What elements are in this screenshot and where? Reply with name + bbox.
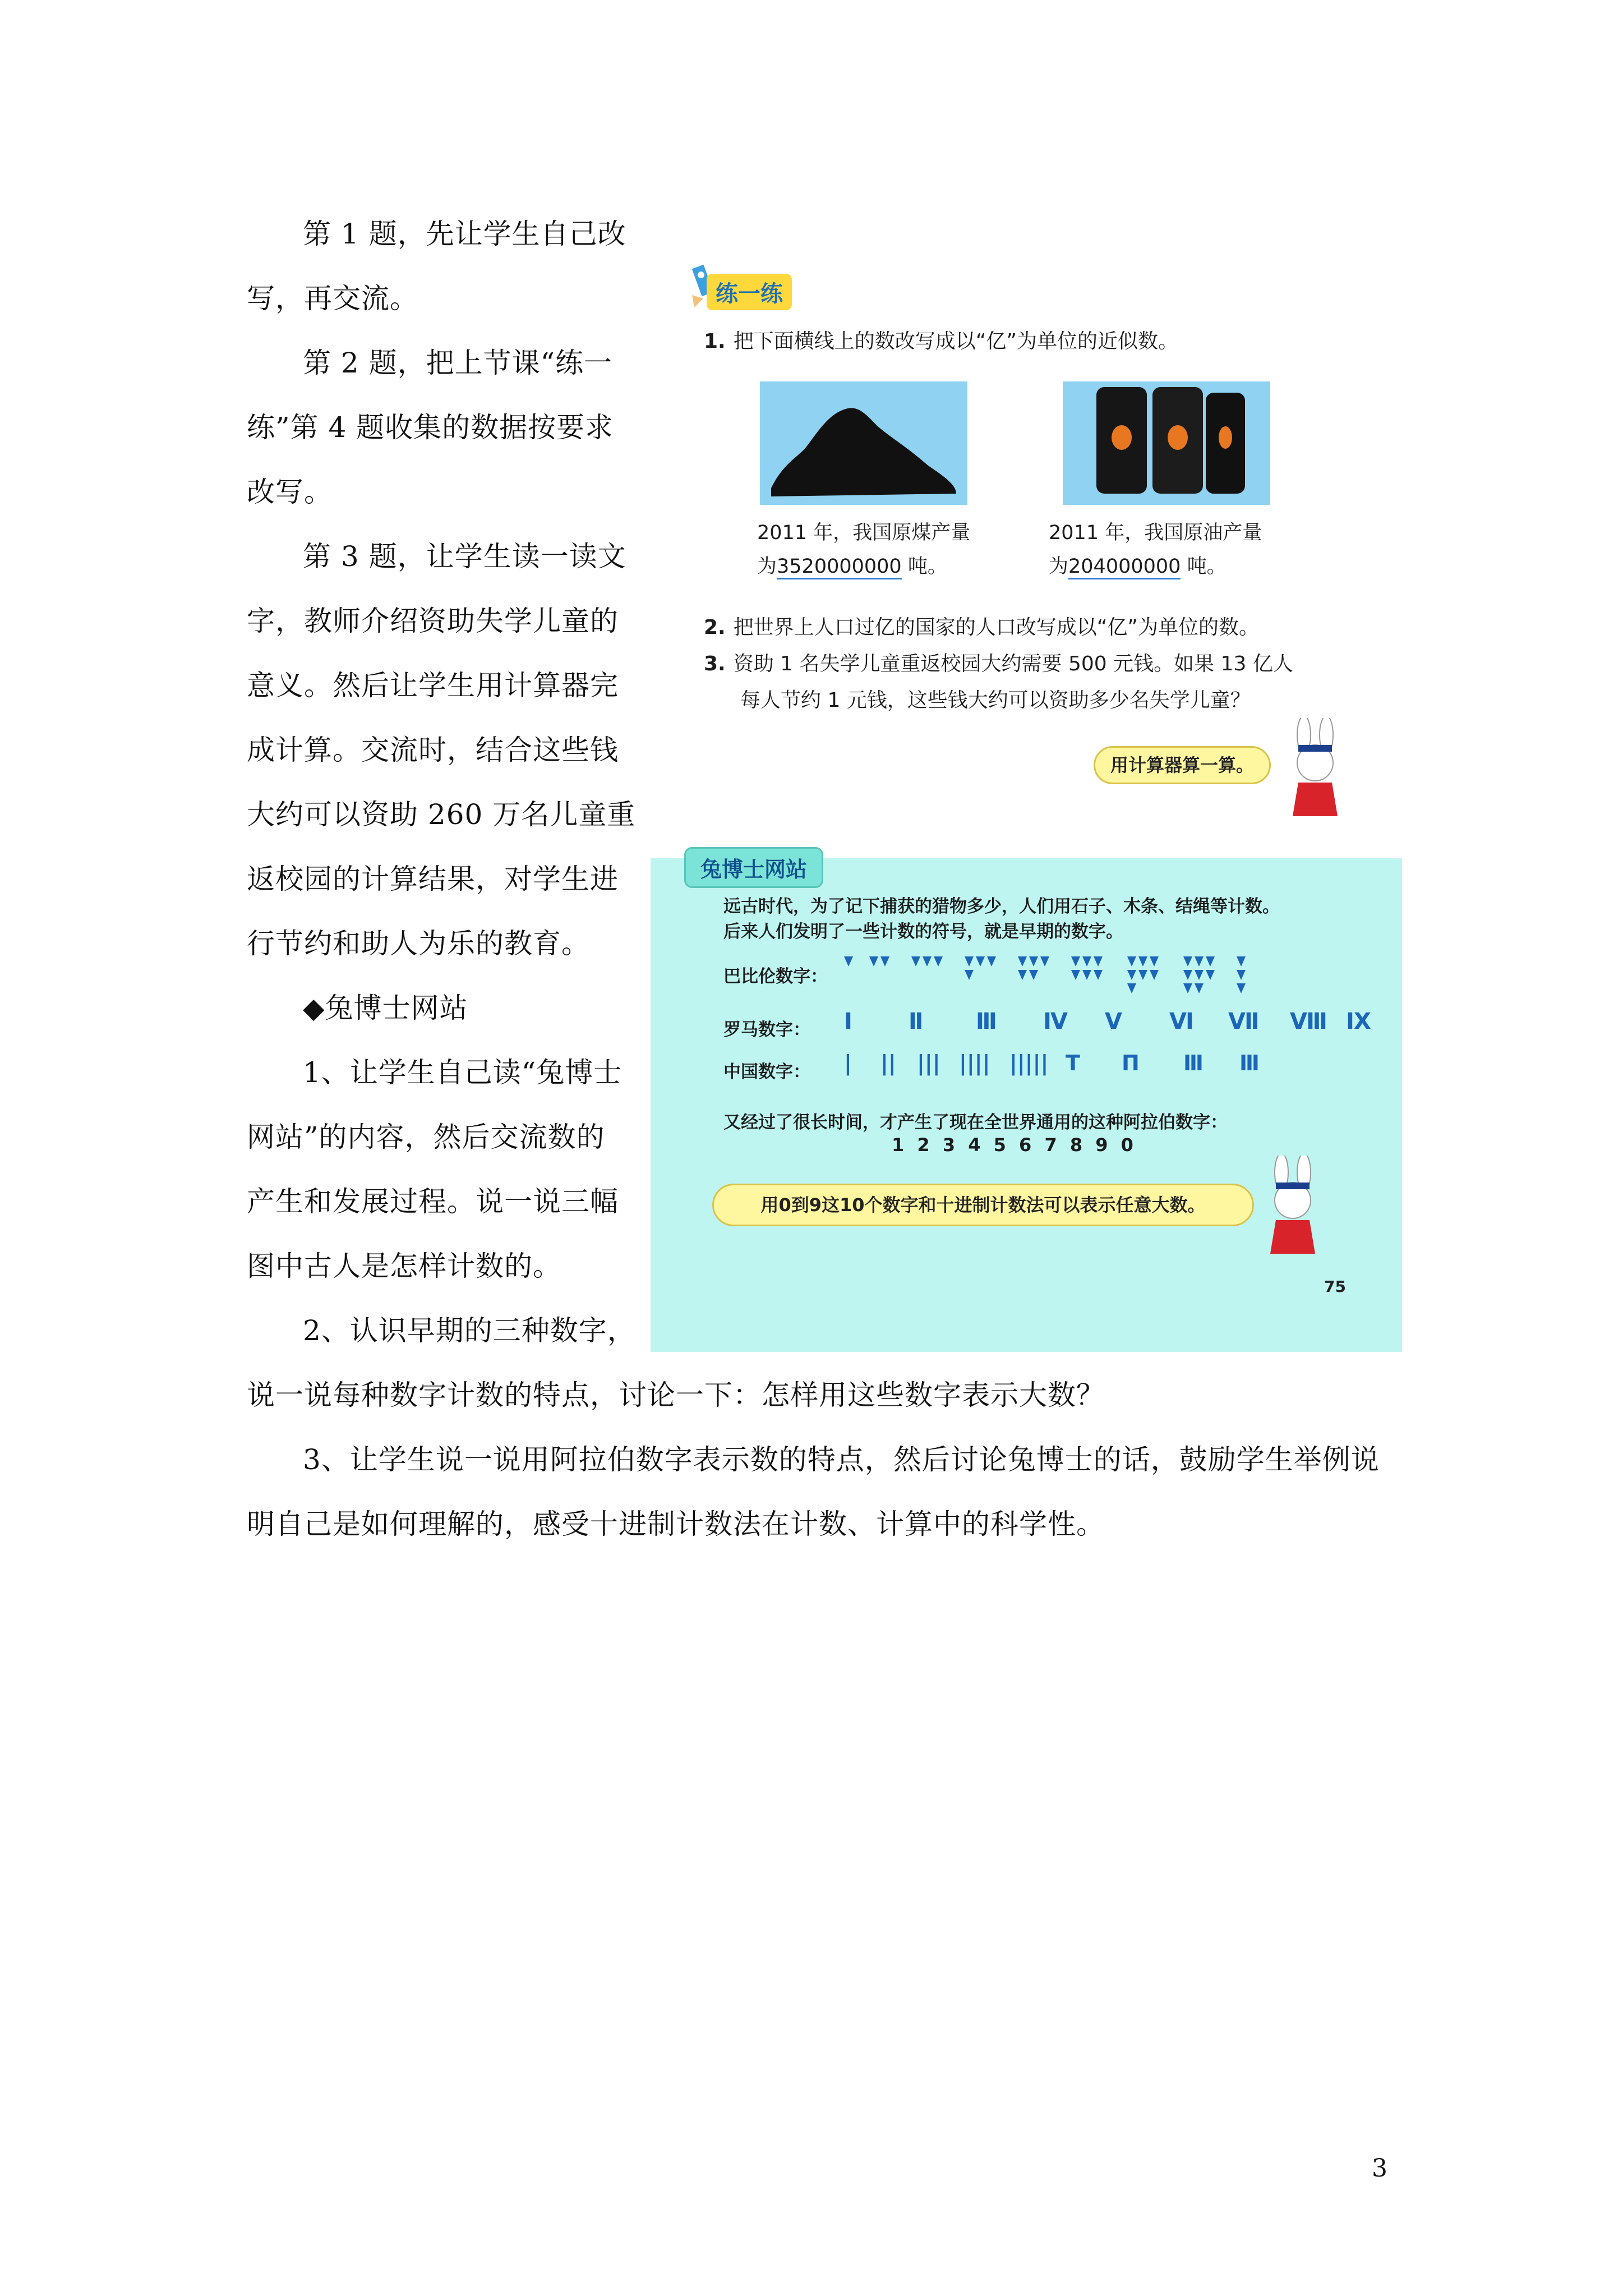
chinese-numeral: Ⅲ: [1239, 1051, 1260, 1075]
oil-caption: [1049, 516, 1262, 583]
left-column-line: 写，再交流。: [247, 282, 418, 315]
question-1-number: 1.: [704, 330, 726, 353]
rabbit-doctor-icon: [1279, 718, 1352, 819]
roman-numeral: Ⅶ: [1228, 1009, 1260, 1034]
coal-caption-line1: 2011 年，我国原煤产量: [757, 522, 971, 544]
roman-numeral: Ⅲ: [976, 1009, 997, 1034]
roman-numeral: Ⅸ: [1346, 1009, 1371, 1034]
left-column-line: 图中古人是怎样计数的。: [247, 1250, 561, 1282]
roman-numeral: Ⅴ: [1105, 1009, 1122, 1034]
babylonian-numeral: [869, 956, 889, 967]
question-2-text: 把世界上人口过亿的国家的人口改写成以“亿”为单位的数。: [733, 616, 1260, 639]
roman-label: 罗马数字：: [723, 1020, 810, 1040]
coal-suffix: 吨。: [901, 555, 947, 578]
babylonian-numeral: [1071, 956, 1103, 980]
left-column-line: 行节约和助人为乐的教育。: [247, 927, 590, 960]
textbook-figure: [651, 241, 1402, 1352]
roman-numeral: Ⅵ: [1169, 1009, 1194, 1034]
left-column-line: ◆兔博士网站: [303, 992, 468, 1024]
oil-barrels-illustration: [1063, 381, 1270, 505]
chinese-numeral: ||: [880, 1051, 896, 1075]
exercise-heading: [684, 269, 802, 309]
left-column-line: 第 1 题，先让学生自己改: [303, 218, 626, 250]
coal-value: 3520000000: [777, 555, 902, 579]
arabic-intro: 又经过了很长时间，才产生了现在全世界通用的这种阿拉伯数字：: [723, 1112, 1228, 1133]
coal-prefix: 为: [757, 555, 777, 578]
rabbit-doctor-website-panel: [651, 858, 1402, 1352]
exercise-title: 练一练: [707, 274, 792, 310]
left-column-line: 大约可以资助 260 万名儿童重: [247, 798, 636, 831]
full-line-3: 明自己是如何理解的，感受十进制计数法在计数、计算中的科学性。: [247, 1508, 1105, 1540]
question-3-line1: 资助 1 名失学儿童重返校园大约需要 500 元钱。如果 13 亿人: [733, 652, 1293, 675]
left-column-line: 改写。: [247, 476, 333, 508]
left-column-line: 产生和发展过程。说一说三幅: [247, 1185, 619, 1218]
left-column-line: 第 2 题，把上节课“练一: [303, 347, 613, 379]
arabic-digits: 1 2 3 4 5 6 7 8 9 0: [892, 1134, 1137, 1156]
calculator-bubble: 用计算器算一算。: [1094, 746, 1271, 784]
roman-numeral: Ⅱ: [909, 1009, 924, 1034]
website-intro-1: 远古时代，为了记下捕获的猎物多少，人们用石子、木条、结绳等计数。: [723, 896, 1280, 917]
left-column-line: 成计算。交流时，结合这些钱: [247, 734, 619, 766]
question-3-line2: 每人节约 1 元钱，这些钱大约可以资助多少名失学儿童？: [740, 689, 1251, 712]
full-line-1: 说一说每种数字计数的特点，讨论一下：怎样用这些数字表示大数？: [247, 1379, 1105, 1411]
coal-caption: [757, 516, 970, 583]
babylon-label: 巴比伦数字：: [723, 967, 828, 987]
question-3-number: 3.: [704, 652, 726, 675]
oil-barrels-image: [1063, 381, 1270, 505]
oil-value: 204000000: [1068, 555, 1181, 579]
roman-numeral: Ⅳ: [1043, 1009, 1068, 1034]
coal-pile-illustration: [760, 381, 967, 505]
babylonian-numeral: [965, 956, 996, 980]
babylonian-numerals: [844, 951, 1248, 1001]
chinese-numeral: T: [1066, 1051, 1080, 1075]
full-line-2: 3、让学生说一说用阿拉伯数字表示数的特点，然后讨论兔博士的话，鼓励学生举例说: [303, 1443, 1380, 1476]
oil-prefix: 为: [1049, 555, 1069, 578]
rabbit-doctor-icon: [1256, 1156, 1329, 1257]
roman-numeral: Ⅷ: [1290, 1009, 1327, 1034]
chinese-numeral: ||||: [959, 1051, 990, 1075]
oil-suffix: 吨。: [1181, 555, 1227, 578]
chinese-numeral: |||||: [1009, 1051, 1049, 1075]
roman-numeral: Ⅰ: [844, 1009, 852, 1034]
left-column-line: 第 3 题，让学生读一读文: [303, 540, 626, 573]
question-1-text: 把下面横线上的数改写成以“亿”为单位的近似数。: [733, 330, 1179, 353]
question-2-number: 2.: [704, 616, 726, 639]
chinese-numeral: |||: [917, 1051, 940, 1075]
left-column-line: 网站”的内容，然后交流数的: [247, 1121, 605, 1153]
left-column-line: 练”第 4 题收集的数据按要求: [247, 411, 614, 444]
chinese-numeral: Π: [1122, 1051, 1140, 1075]
chinese-numeral: |: [844, 1051, 852, 1075]
babylonian-numeral: [844, 956, 853, 967]
oil-caption-line1: 2011 年，我国原油产量: [1049, 522, 1262, 544]
left-column-line: 返校园的计算结果，对学生进: [247, 863, 619, 895]
babylonian-numeral: [1237, 956, 1248, 993]
question-3: [704, 648, 1293, 677]
website-intro-2: 后来人们发明了一些计数的符号，就是早期的数字。: [723, 922, 1123, 942]
babylonian-numeral: [1183, 956, 1215, 993]
website-title: 兔博士网站: [684, 847, 823, 888]
babylonian-numeral: [1018, 956, 1049, 980]
babylonian-numeral: [1127, 956, 1159, 993]
coal-image: [760, 381, 967, 505]
left-text-column: [247, 202, 639, 1363]
left-column-line: 2、认识早期的三种数字，: [303, 1314, 636, 1347]
left-column-line: 字，教师介绍资助失学儿童的: [247, 605, 619, 637]
chinese-label: 中国数字：: [723, 1062, 810, 1082]
left-column-line: 意义。然后让学生用计算器完: [247, 669, 619, 702]
decimal-bubble: 用0到9这10个数字和十进制计数法可以表示任意大数。: [712, 1184, 1254, 1226]
left-column-line: 1、让学生自己读“兔博士: [303, 1056, 623, 1089]
page-number: 3: [1372, 2154, 1387, 2183]
chinese-numeral: Ⅲ: [1183, 1051, 1204, 1075]
question-1: [704, 325, 1178, 354]
question-2: [704, 611, 1259, 640]
babylonian-numeral: [911, 956, 943, 967]
book-page-number: 75: [1324, 1277, 1346, 1296]
